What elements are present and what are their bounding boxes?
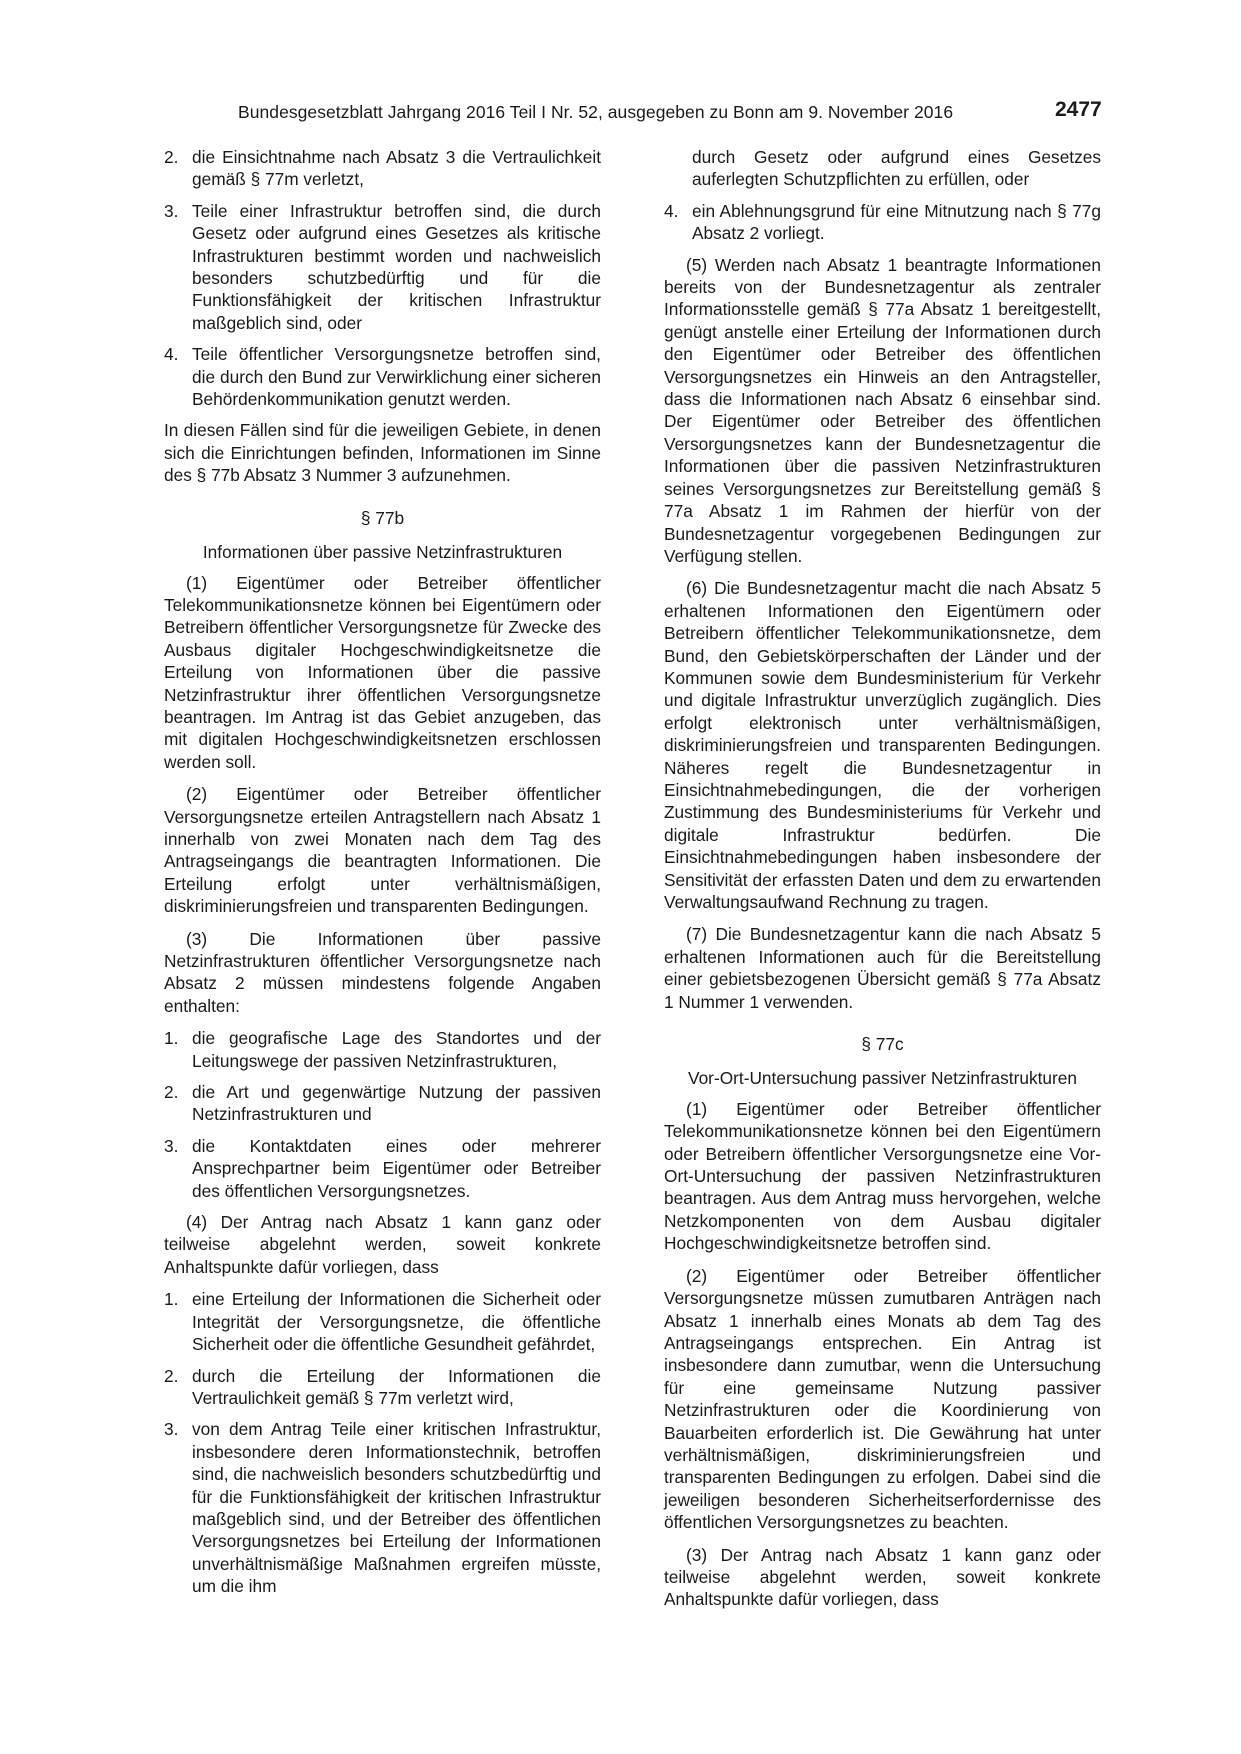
list-text: die geografische Lage des Standortes und der Leitungswege der passiven Netzinfrastrukturen, — [192, 1028, 601, 1071]
paragraph: (3) Der Antrag nach Absatz 1 kann ganz oder teilweise abgelehnt werden, soweit konkrete Anhaltspunkte dafür vorliegen, dass — [664, 1544, 1101, 1610]
list-item — [164, 146, 601, 191]
paragraph: (3) Die Informationen über passive Netzinfrastrukturen öffentlicher Versorgungsnetze nach Absatz 2 müssen mindestens folgende Angaben enthalten: — [164, 928, 601, 1016]
list-item — [164, 343, 601, 410]
list-item-continuation — [664, 146, 1101, 191]
list-text: eine Erteilung der Informationen die Sicherheit oder Integrität der Versorgungsnetze, die öffentliche Sicherheit oder die öffentliche Gesundheit gefährdet, — [192, 1289, 601, 1355]
gazette-header-text: Bundesgesetzblatt Jahrgang 2016 Teil I Nr. 52, ausgegeben zu Bonn am 9. November 2016 — [238, 102, 954, 122]
paragraph: (2) Eigentümer oder Betreiber öffentlicher Versorgungsnetze erteilen Antragstellern nach Absatz 1 innerhalb von zwei Monaten nach dem Tag des Antragseingangs die beantragten Informationen. Die Erteilung erfolgt unter verhältnismäßigen, diskriminierungsfreien und transparenten Bedingungen. — [164, 784, 601, 917]
left-column — [164, 146, 601, 1607]
list-number: 3. — [164, 200, 179, 221]
paragraph: (1) Eigentümer oder Betreiber öffentlicher Telekommunikationsnetze können bei den Eigentümern oder Betreibern öffentlicher Versorgungsnetze eine Vor-Ort-Untersuchung der passiven Netzinfrastrukturen beantragen. Aus dem Antrag muss hervorgehen, welche Netzkomponenten von dem Ausbau digitaler Hochgeschwindigkeitsnetze betroffen sind. — [664, 1098, 1101, 1254]
section-heading: Informationen über passive Netzinfrastrukturen — [202, 542, 563, 563]
list-number: 1. — [164, 1289, 179, 1310]
paragraph: (2) Eigentümer oder Betreiber öffentlicher Versorgungsnetze müssen zumutbaren Anträgen nach Absatz 1 innerhalb eines Monats ab dem Tag des Antragseingangs entsprechen. Ein Antrag ist insbesondere dann zumutbar, wenn die Untersuchung für eine gemeinsame Nutzung passiver Netzinfrastrukturen oder die Koordinierung von Bauarbeiten erforderlich ist. Die Gewährung hat unter verhältnismäßigen, diskriminierungsfreien und transparenten Bedingungen zu erfolgen. Dabei sind die jeweiligen besonderen Sicherheitserfordernisse des öffentlichen Versorgungsnetzes zu beachten. — [664, 1265, 1101, 1533]
right-column — [664, 146, 1101, 1621]
list-number: 2. — [164, 1082, 179, 1103]
list-text: ein Ablehnungsgrund für eine Mitnutzung nach § 77g Absatz 2 vorliegt. — [692, 200, 1101, 244]
list-item — [164, 1418, 601, 1597]
list-item — [164, 1081, 601, 1126]
section-number: § 77c — [861, 1034, 904, 1055]
section-heading: Vor-Ort-Untersuchung passiver Netzinfrastrukturen — [688, 1068, 1077, 1089]
list-number: 4. — [664, 200, 679, 221]
paragraph: (5) Werden nach Absatz 1 beantragte Informationen bereits von der Bundesnetzagentur als zentraler Informationsstelle gemäß § 77a Absatz 1 bereitgestellt, genügt anstelle einer Erteilung der Informationen durch den Eigentümer oder Betreiber des öffentlichen Versorgungsnetzes ein Hinweis an den Antragsteller, dass die Informationen nach Absatz 6 einsehbar sind. Der Eigentümer oder Betreiber des öffentlichen Versorgungsnetzes kann der Bundesnetzagentur die Informationen über die passiven Netzinfrastrukturen seines Versorgungsnetzes zur Bereitstellung gemäß § 77a Absatz 1 im Rahmen der hierfür von der Bundesnetzagentur vorgegebenen Bedingungen zur Verfügung stellen. — [664, 254, 1101, 566]
list-item — [164, 1288, 601, 1355]
paragraph: (4) Der Antrag nach Absatz 1 kann ganz oder teilweise abgelehnt werden, soweit konkrete Anhaltspunkte dafür vorliegen, dass — [164, 1212, 601, 1277]
page-number: 2477 — [1055, 98, 1102, 121]
list-number: 3. — [164, 1419, 179, 1440]
list-number: 2. — [164, 1365, 179, 1386]
list-number: 4. — [164, 344, 179, 365]
list-item — [164, 1135, 601, 1202]
section-number: § 77b — [360, 507, 405, 528]
list-text: durch die Erteilung der Informationen die Vertraulichkeit gemäß § 77m verletzt wird, — [192, 1365, 601, 1408]
list-number: 2. — [164, 147, 179, 167]
list-indent — [664, 146, 692, 191]
paragraph: (7) Die Bundesnetzagentur kann die nach Absatz 5 erhaltenen Informationen auch für die Bereitstellung einer gebietsbezogenen Übersicht gemäß § 77a Absatz 1 Nummer 1 verwenden. — [664, 924, 1101, 1012]
list-text: Teile öffentlicher Versorgungsnetze betroffen sind, die durch den Bund zur Verwirklichung einer sicheren Behördenkommunikation genutzt werden. — [192, 344, 601, 410]
list-text: die Art und gegenwärtige Nutzung der passiven Netzinfrastrukturen und — [192, 1082, 601, 1125]
list-item — [164, 200, 601, 334]
list-number: 3. — [164, 1135, 179, 1156]
list-number: 1. — [164, 1028, 179, 1049]
list-text: von dem Antrag Teile einer kritischen Infrastruktur, insbesondere deren Informationstechnik, betroffen sind, die nachweislich besonders schutzbedürftig und für die Funktionsfähigkeit der kritischen Infrastruktur maßgeblich sind, und der Betreiber des öffentlichen Versorgungsnetzes bei Erteilung der Informationen unverhältnismäßige Maßnahmen ergreifen müsste, um die ihm — [192, 1419, 601, 1597]
list-text: Teile einer Infrastruktur betroffen sind, die durch Gesetz oder aufgrund eines Gesetzes als kritische Infrastrukturen bestimmt worden und nachweislich besonders schutzbedürftig und für die Funktionsfähigkeit der kritischen Infrastruktur maßgeblich sind, oder — [192, 200, 601, 333]
paragraph: (6) Die Bundesnetzagentur macht die nach Absatz 5 erhaltenen Informationen den Eigentümern oder Betreibern öffentlicher Telekommunikationsnetze, dem Bund, den Gebietskörperschaften der Länder und der Kommunen sowie dem Bundesministerium für Verkehr und digitale Infrastruktur unverzüglich zugänglich. Dies erfolgt elektronisch unter verhältnismäßigen, diskriminierungsfreien und transparenten Bedingungen. Näheres regelt die Bundesnetzagentur in Einsichtnahmebedingungen, die der vorherigen Zustimmung des Bundesministeriums für Verkehr und digitale Infrastruktur bedürfen. Die Einsichtnahmebedingungen haben insbesondere der Sensitivität der erfassten Daten und dem zu erwartenden Verwaltungsaufwand Rechnung zu tragen. — [664, 578, 1101, 912]
list-item — [164, 1027, 601, 1072]
list-text: die Kontaktdaten eines oder mehrerer Ansprechpartner beim Eigentümer oder Betreiber des öffentlichen Versorgungsnetzes. — [192, 1135, 601, 1201]
list-item — [664, 200, 1101, 245]
list-text: die Einsichtnahme nach Absatz 3 die Vertraulichkeit gemäß § 77m verletzt, — [192, 147, 601, 190]
paragraph: In diesen Fällen sind für die jeweiligen Gebiete, in denen sich die Einrichtungen befinden, Informationen im Sinne des § 77b Absatz 3 Nummer 3 aufzunehmen. — [164, 420, 601, 486]
list-item — [164, 1365, 601, 1410]
paragraph: (1) Eigentümer oder Betreiber öffentlicher Telekommunikationsnetze können bei Eigentümern oder Betreibern öffentlicher Versorgungsnetze für Zwecke des Ausbaus digitaler Hochgeschwindigkeitsnetze die Erteilung von Informationen über die passive Netzinfrastruktur ihrer öffentlichen Versorgungsnetze beantragen. Im Antrag ist das Gebiet anzugeben, das mit digitalen Hochgeschwindigkeitsnetzen erschlossen werden soll. — [164, 572, 601, 772]
page-header — [0, 98, 1241, 128]
list-text: durch Gesetz oder aufgrund eines Gesetzes auferlegten Schutzpflichten zu erfüllen, oder — [692, 147, 1101, 190]
